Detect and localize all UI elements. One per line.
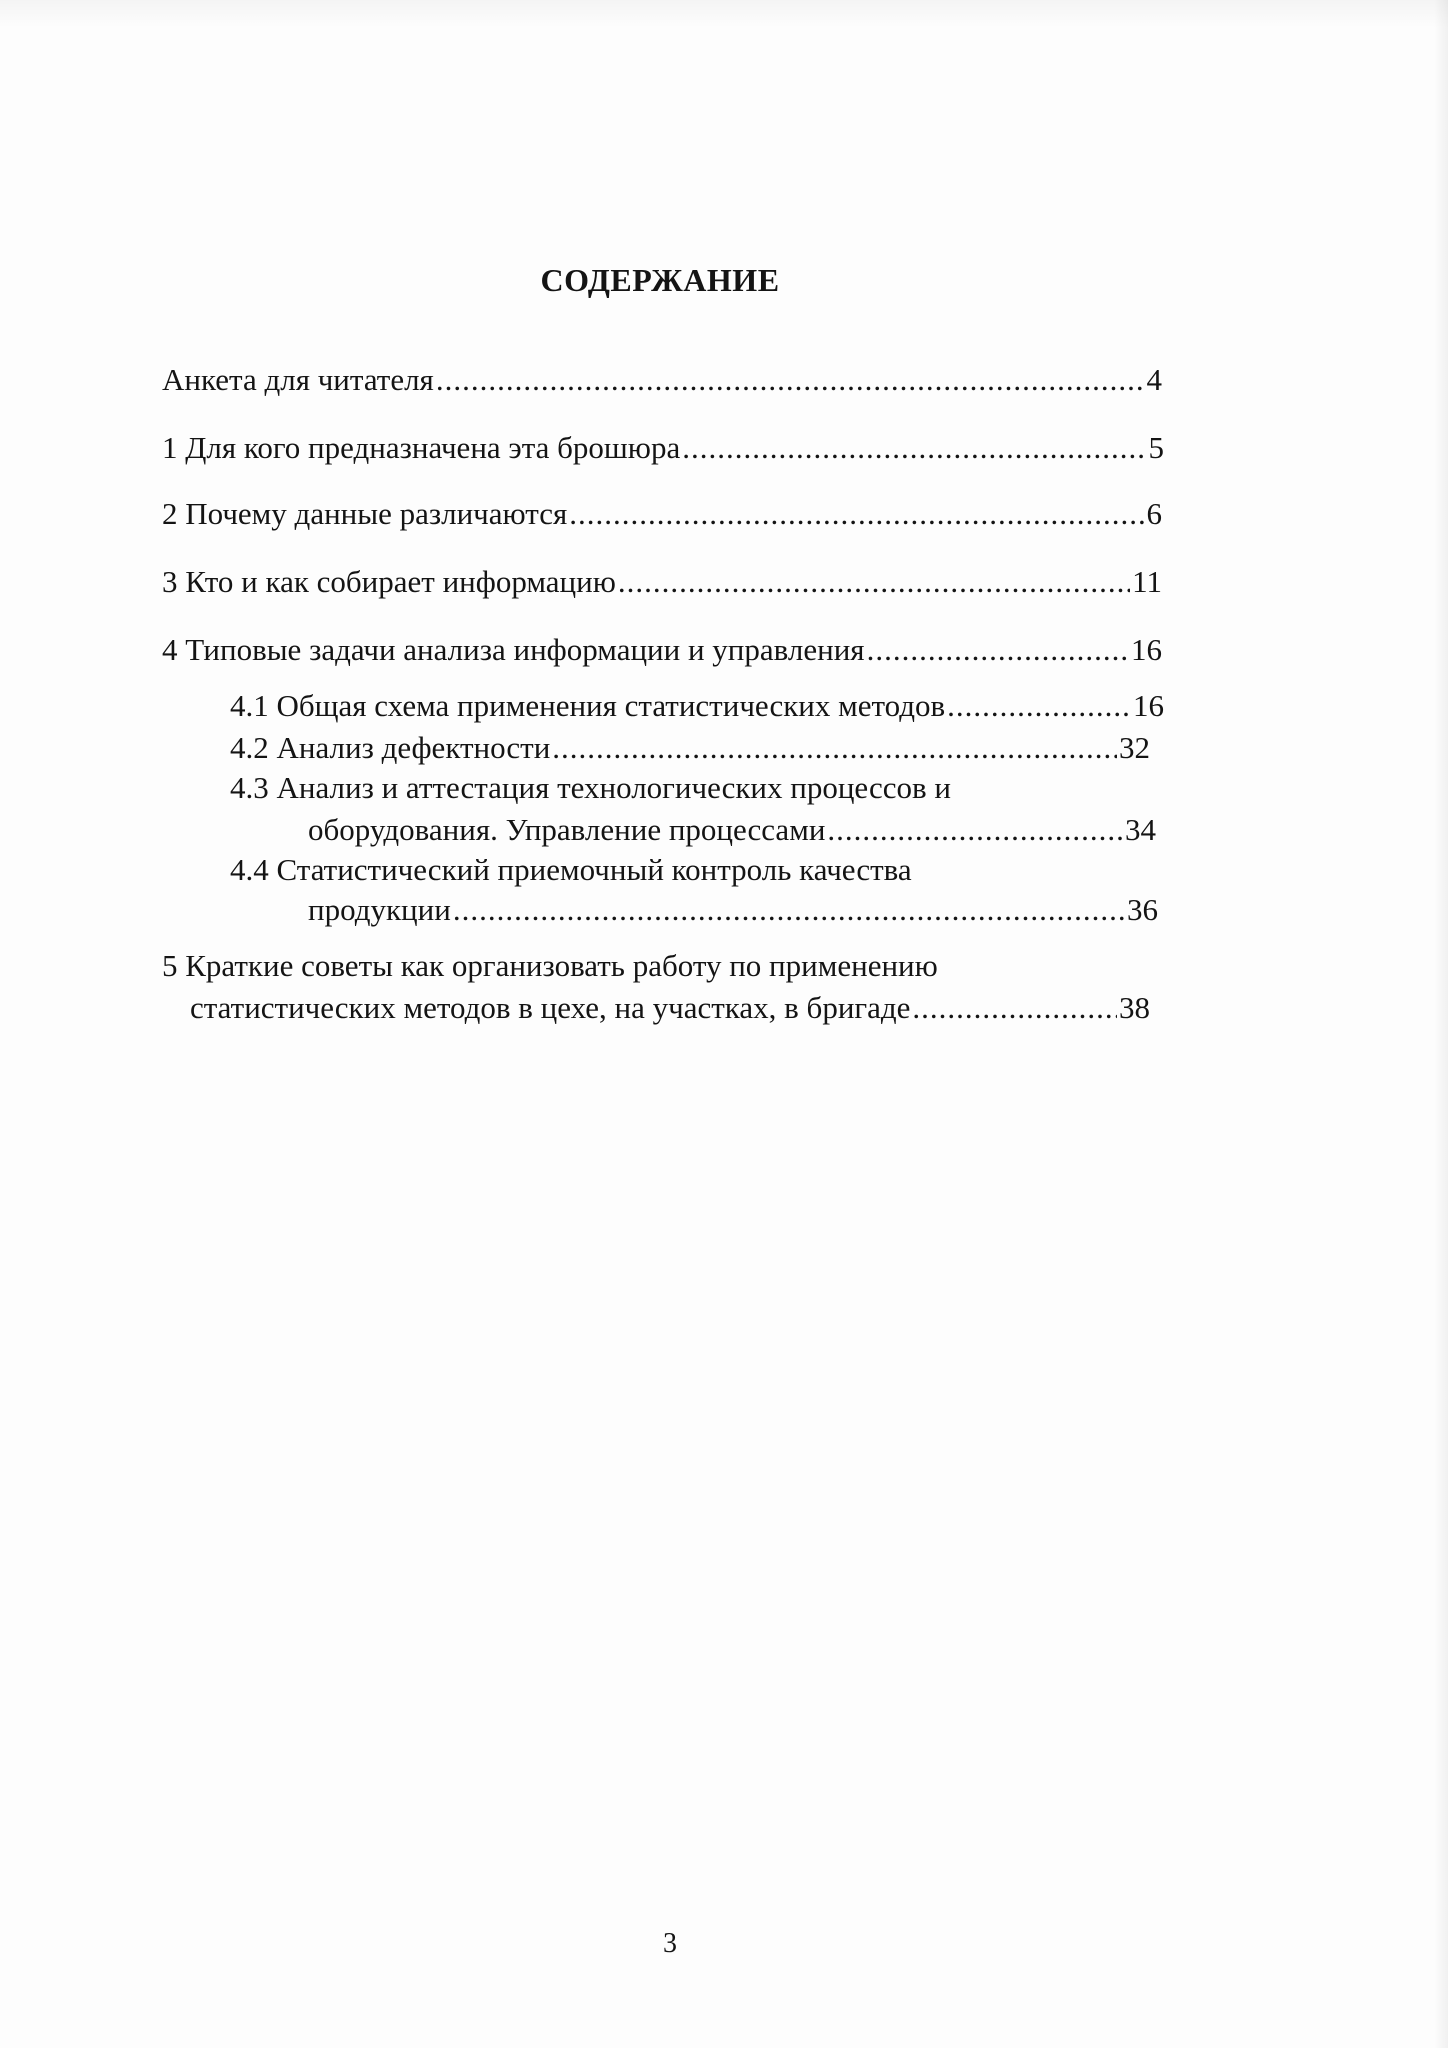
toc-entry-5-line2	[190, 988, 1150, 1028]
toc-entry-4-3-line2	[308, 810, 1156, 850]
toc-entry-label: Анкета для читателя	[162, 362, 434, 397]
toc-entry-4-1	[230, 686, 1164, 726]
toc-entry-4-4-line2	[308, 890, 1158, 930]
toc-entry-label: статистических методов в цехе, на участках, в бригаде	[190, 990, 911, 1025]
dot-leader	[867, 630, 1129, 670]
toc-entry-page: 5	[1148, 430, 1164, 465]
scan-shadow-right	[1434, 0, 1448, 2048]
toc-entry-page: 38	[1119, 990, 1150, 1025]
dot-leader	[827, 810, 1123, 850]
dot-leader	[569, 494, 1144, 534]
toc-entry-label: продукции	[308, 892, 451, 927]
toc-entry-4-2	[230, 728, 1150, 768]
toc-entry-4-4-line1: 4.4 Статистический приемочный контроль качества	[230, 852, 912, 887]
dot-leader	[436, 360, 1145, 400]
toc-entry-page: 32	[1119, 730, 1150, 765]
dot-leader	[947, 686, 1131, 726]
toc-entry-page: 16	[1133, 688, 1164, 723]
toc-entry-label: 3 Кто и как собирает информацию	[162, 564, 616, 599]
toc-entry-page: 16	[1131, 632, 1162, 667]
toc-entry-page: 11	[1132, 564, 1162, 599]
toc-entry-1	[162, 428, 1164, 468]
toc-entry-page: 34	[1125, 812, 1156, 847]
toc-entry-page: 6	[1146, 496, 1162, 531]
toc-title: СОДЕРЖАНИЕ	[540, 262, 780, 298]
page-number: 3	[663, 1928, 677, 1959]
toc-entry-label: оборудования. Управление процессами	[308, 812, 826, 847]
toc-entry-page: 4	[1146, 362, 1162, 397]
scan-shadow-top	[0, 0, 1448, 28]
toc-entry-3	[162, 562, 1162, 602]
dot-leader	[682, 428, 1146, 468]
dot-leader	[618, 562, 1130, 602]
toc-entry-4	[162, 630, 1162, 670]
toc-entry-label: 4.2 Анализ дефектности	[230, 730, 551, 765]
dot-leader	[912, 988, 1117, 1028]
toc-entry-label: 1 Для кого предназначена эта брошюра	[162, 430, 681, 465]
toc-entry-page: 36	[1127, 892, 1158, 927]
toc-entry-label: 2 Почему данные различаются	[162, 496, 568, 531]
toc-entry-2	[162, 494, 1162, 534]
toc-entry-questionnaire	[162, 360, 1162, 400]
toc-entry-label: 4.1 Общая схема применения статистических методов	[230, 688, 946, 723]
toc-entry-label: 4 Типовые задачи анализа информации и управления	[162, 632, 865, 667]
toc-entry-5-line1: 5 Краткие советы как организовать работу по применению	[162, 948, 938, 983]
dot-leader	[453, 890, 1125, 930]
dot-leader	[552, 728, 1117, 768]
toc-entry-4-3-line1: 4.3 Анализ и аттестация технологических процессов и	[230, 770, 951, 805]
